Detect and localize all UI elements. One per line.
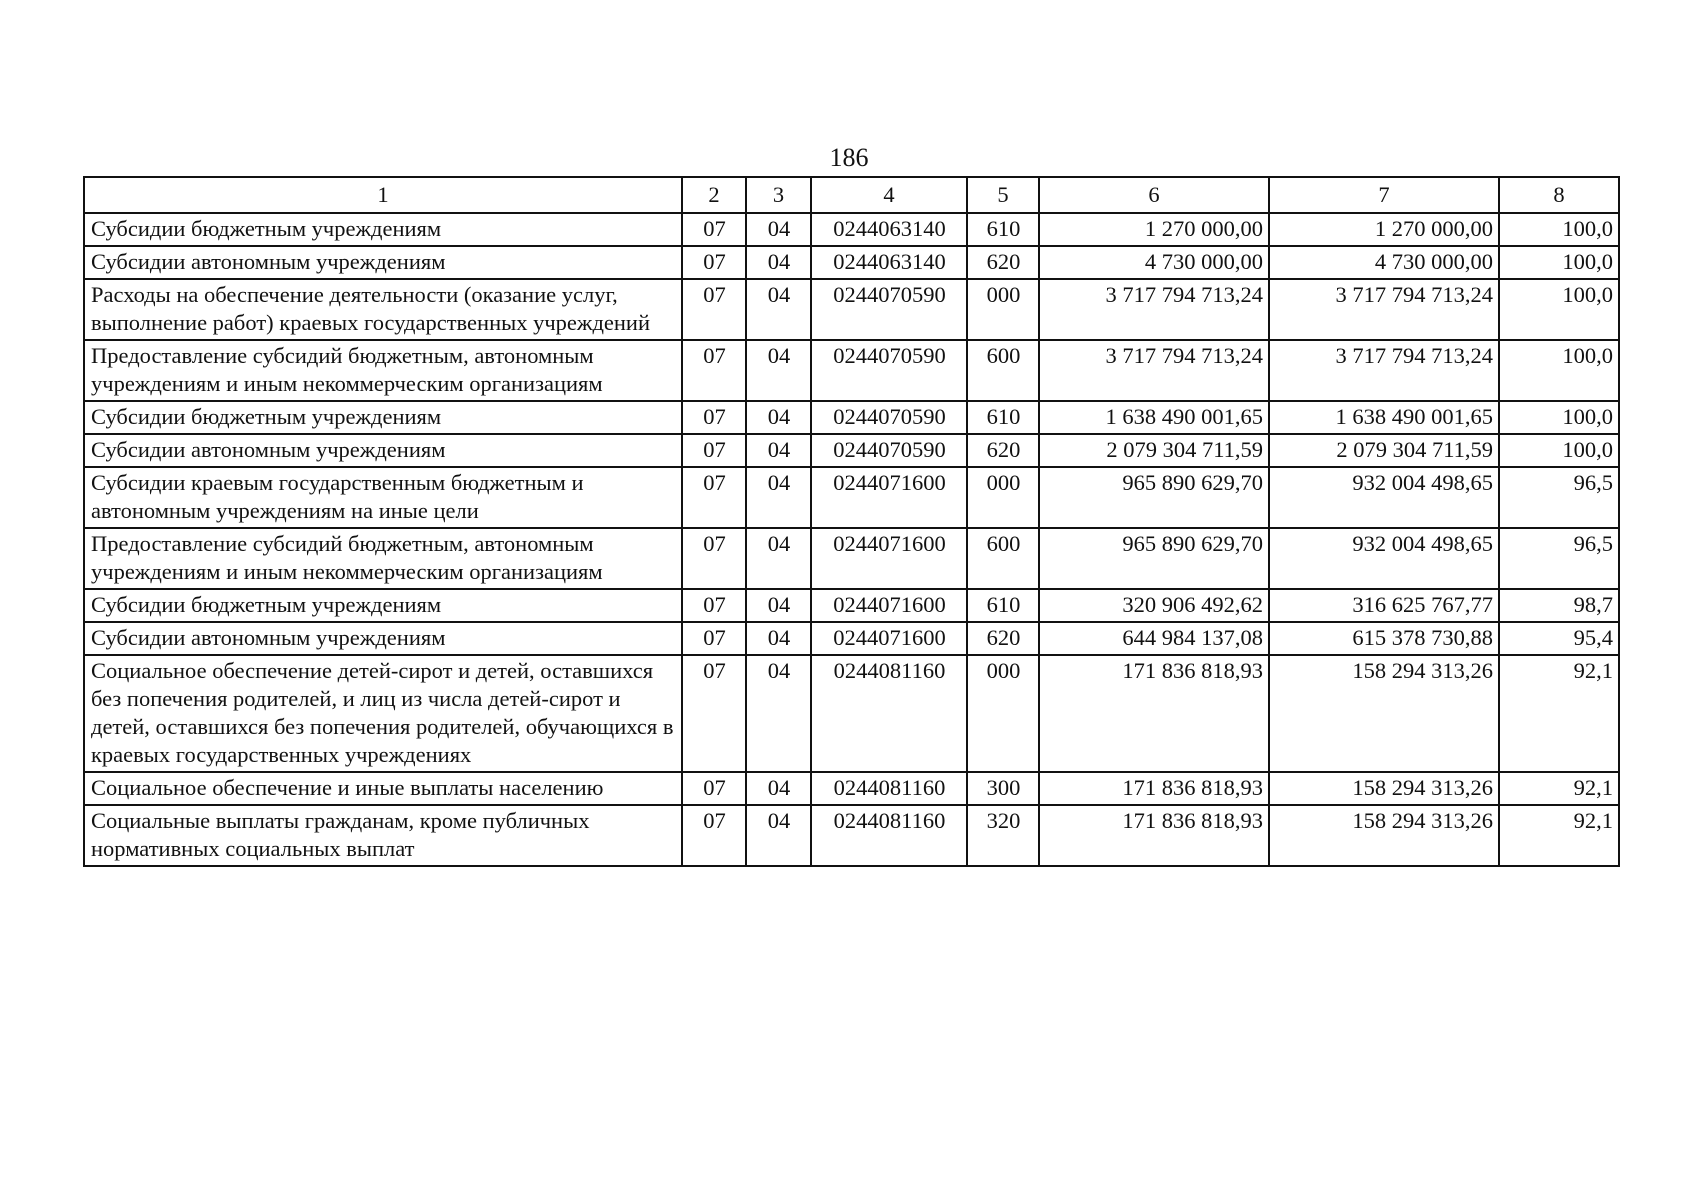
subsection-code: 04 <box>746 467 811 528</box>
executed-amount: 158 294 313,26 <box>1269 805 1499 866</box>
planned-amount: 1 638 490 001,65 <box>1039 401 1269 434</box>
table-row <box>84 279 1619 340</box>
page-number: 186 <box>829 143 869 172</box>
subsection-code: 04 <box>746 246 811 279</box>
section-code: 07 <box>682 805 746 866</box>
executed-amount: 615 378 730,88 <box>1269 622 1499 655</box>
column-header: 6 <box>1039 177 1269 213</box>
execution-percent: 95,4 <box>1499 622 1619 655</box>
execution-percent: 92,1 <box>1499 655 1619 772</box>
table-row <box>84 340 1619 401</box>
table-row <box>84 528 1619 589</box>
row-description: Субсидии автономным учреждениям <box>84 246 682 279</box>
target-article-code: 0244063140 <box>811 246 967 279</box>
section-code: 07 <box>682 434 746 467</box>
target-article-code: 0244070590 <box>811 279 967 340</box>
expense-type-code: 610 <box>967 401 1039 434</box>
planned-amount: 965 890 629,70 <box>1039 528 1269 589</box>
expense-type-code: 620 <box>967 622 1039 655</box>
table-row <box>84 772 1619 805</box>
row-description: Социальные выплаты гражданам, кроме публичных нормативных социальных выплат <box>84 805 682 866</box>
section-code: 07 <box>682 589 746 622</box>
table-row <box>84 401 1619 434</box>
subsection-code: 04 <box>746 434 811 467</box>
target-article-code: 0244071600 <box>811 622 967 655</box>
expense-type-code: 000 <box>967 655 1039 772</box>
planned-amount: 2 079 304 711,59 <box>1039 434 1269 467</box>
executed-amount: 2 079 304 711,59 <box>1269 434 1499 467</box>
column-header: 1 <box>84 177 682 213</box>
subsection-code: 04 <box>746 622 811 655</box>
expense-type-code: 610 <box>967 589 1039 622</box>
subsection-code: 04 <box>746 528 811 589</box>
table-body <box>84 213 1619 866</box>
table-row <box>84 622 1619 655</box>
table-row <box>84 434 1619 467</box>
executed-amount: 3 717 794 713,24 <box>1269 340 1499 401</box>
subsection-code: 04 <box>746 772 811 805</box>
row-description: Социальное обеспечение детей-сирот и детей, оставшихся без попечения родителей, и лиц из числа детей-сирот и детей, оставшихся без попечения родителей, обучающихся в краевых государственных учреждениях <box>84 655 682 772</box>
planned-amount: 3 717 794 713,24 <box>1039 340 1269 401</box>
expense-type-code: 600 <box>967 528 1039 589</box>
column-header: 2 <box>682 177 746 213</box>
row-description: Субсидии автономным учреждениям <box>84 434 682 467</box>
planned-amount: 320 906 492,62 <box>1039 589 1269 622</box>
planned-amount: 965 890 629,70 <box>1039 467 1269 528</box>
section-code: 07 <box>682 622 746 655</box>
subsection-code: 04 <box>746 279 811 340</box>
table-row <box>84 805 1619 866</box>
planned-amount: 171 836 818,93 <box>1039 805 1269 866</box>
section-code: 07 <box>682 655 746 772</box>
section-code: 07 <box>682 467 746 528</box>
planned-amount: 644 984 137,08 <box>1039 622 1269 655</box>
section-code: 07 <box>682 401 746 434</box>
execution-percent: 96,5 <box>1499 467 1619 528</box>
executed-amount: 4 730 000,00 <box>1269 246 1499 279</box>
target-article-code: 0244070590 <box>811 434 967 467</box>
executed-amount: 932 004 498,65 <box>1269 528 1499 589</box>
column-number-row <box>84 177 1619 213</box>
expense-type-code: 610 <box>967 213 1039 246</box>
subsection-code: 04 <box>746 340 811 401</box>
subsection-code: 04 <box>746 401 811 434</box>
subsection-code: 04 <box>746 655 811 772</box>
target-article-code: 0244070590 <box>811 340 967 401</box>
planned-amount: 171 836 818,93 <box>1039 772 1269 805</box>
planned-amount: 171 836 818,93 <box>1039 655 1269 772</box>
target-article-code: 0244071600 <box>811 589 967 622</box>
expense-type-code: 000 <box>967 467 1039 528</box>
expense-type-code: 000 <box>967 279 1039 340</box>
table-row <box>84 467 1619 528</box>
column-header: 8 <box>1499 177 1619 213</box>
table-row <box>84 655 1619 772</box>
expense-type-code: 620 <box>967 434 1039 467</box>
target-article-code: 0244081160 <box>811 655 967 772</box>
execution-percent: 96,5 <box>1499 528 1619 589</box>
executed-amount: 1 270 000,00 <box>1269 213 1499 246</box>
execution-percent: 100,0 <box>1499 401 1619 434</box>
target-article-code: 0244081160 <box>811 772 967 805</box>
table-row <box>84 589 1619 622</box>
target-article-code: 0244071600 <box>811 467 967 528</box>
row-description: Предоставление субсидий бюджетным, автономным учреждениям и иным некоммерческим организациям <box>84 340 682 401</box>
column-header: 4 <box>811 177 967 213</box>
row-description: Субсидии краевым государственным бюджетным и автономным учреждениям на иные цели <box>84 467 682 528</box>
row-description: Субсидии автономным учреждениям <box>84 622 682 655</box>
section-code: 07 <box>682 528 746 589</box>
row-description: Предоставление субсидий бюджетным, автономным учреждениям и иным некоммерческим организациям <box>84 528 682 589</box>
target-article-code: 0244063140 <box>811 213 967 246</box>
subsection-code: 04 <box>746 589 811 622</box>
planned-amount: 4 730 000,00 <box>1039 246 1269 279</box>
executed-amount: 158 294 313,26 <box>1269 772 1499 805</box>
executed-amount: 3 717 794 713,24 <box>1269 279 1499 340</box>
planned-amount: 3 717 794 713,24 <box>1039 279 1269 340</box>
table-row <box>84 213 1619 246</box>
expense-type-code: 620 <box>967 246 1039 279</box>
target-article-code: 0244070590 <box>811 401 967 434</box>
executed-amount: 1 638 490 001,65 <box>1269 401 1499 434</box>
expense-type-code: 320 <box>967 805 1039 866</box>
execution-percent: 100,0 <box>1499 213 1619 246</box>
execution-percent: 100,0 <box>1499 279 1619 340</box>
budget-table <box>83 176 1620 867</box>
executed-amount: 932 004 498,65 <box>1269 467 1499 528</box>
section-code: 07 <box>682 279 746 340</box>
section-code: 07 <box>682 772 746 805</box>
execution-percent: 92,1 <box>1499 805 1619 866</box>
row-description: Расходы на обеспечение деятельности (оказание услуг, выполнение работ) краевых государственных учреждений <box>84 279 682 340</box>
column-header: 7 <box>1269 177 1499 213</box>
section-code: 07 <box>682 246 746 279</box>
execution-percent: 100,0 <box>1499 340 1619 401</box>
table-row <box>84 246 1619 279</box>
section-code: 07 <box>682 340 746 401</box>
subsection-code: 04 <box>746 213 811 246</box>
target-article-code: 0244081160 <box>811 805 967 866</box>
column-header: 5 <box>967 177 1039 213</box>
section-code: 07 <box>682 213 746 246</box>
row-description: Социальное обеспечение и иные выплаты населению <box>84 772 682 805</box>
executed-amount: 158 294 313,26 <box>1269 655 1499 772</box>
row-description: Субсидии бюджетным учреждениям <box>84 213 682 246</box>
row-description: Субсидии бюджетным учреждениям <box>84 589 682 622</box>
executed-amount: 316 625 767,77 <box>1269 589 1499 622</box>
planned-amount: 1 270 000,00 <box>1039 213 1269 246</box>
execution-percent: 100,0 <box>1499 246 1619 279</box>
expense-type-code: 300 <box>967 772 1039 805</box>
subsection-code: 04 <box>746 805 811 866</box>
execution-percent: 100,0 <box>1499 434 1619 467</box>
target-article-code: 0244071600 <box>811 528 967 589</box>
execution-percent: 92,1 <box>1499 772 1619 805</box>
expense-type-code: 600 <box>967 340 1039 401</box>
execution-percent: 98,7 <box>1499 589 1619 622</box>
column-header: 3 <box>746 177 811 213</box>
row-description: Субсидии бюджетным учреждениям <box>84 401 682 434</box>
